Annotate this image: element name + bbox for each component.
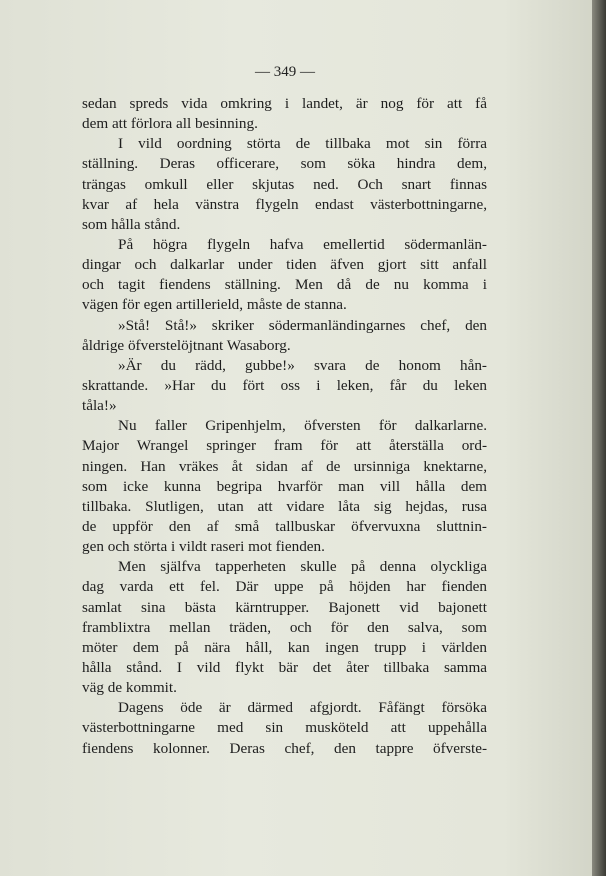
- text-line: vägen för egen artillerield, måste de stanna.: [82, 296, 347, 314]
- text-line: väg de kommit.: [82, 679, 177, 697]
- text-line: Nu faller Gripenhjelm, öfversten för dalkarlarne.: [118, 417, 487, 435]
- text-line: dem att förlora all besinning.: [82, 115, 258, 133]
- body-text: [82, 94, 487, 759]
- text-line: Dagens öde är därmed afgjordt. Fåfängt försöka: [118, 699, 487, 717]
- text-line: tillbaka. Slutligen, utan att vidare låta sig hejdas, rusa: [82, 497, 487, 515]
- text-line: Men själfva tapperheten skulle på denna olyckliga: [118, 558, 487, 576]
- text-line: ningen. Han vräkes åt sidan af de ursinniga knektarne,: [82, 457, 487, 475]
- text-line: möter dem på nära håll, kan ingen trupp i världen: [82, 638, 487, 656]
- text-line: sedan spreds vida omkring i landet, är nog för att få: [82, 95, 487, 112]
- text-line: samlat sina bästa kärntrupper. Bajonett vid bajonett: [82, 598, 487, 616]
- text-line: dingar och dalkarlar under tiden äfven gjort sitt anfall: [82, 256, 487, 274]
- text-line: »Stå! Stå!» skriker södermanländingarnes chef, den: [118, 316, 487, 334]
- text-line: skrattande. »Har du fört oss i leken, får du leken: [82, 376, 487, 394]
- page-edge: [592, 0, 606, 876]
- text-line: trängas omkull eller skjutas ned. Och snart finnas: [82, 175, 487, 193]
- text-line: tåla!»: [82, 397, 117, 415]
- text-line: I vild oordning störta de tillbaka mot sin förra: [118, 135, 487, 153]
- text-line: kvar af hela vänstra flygeln endast västerbottningarne,: [82, 195, 487, 213]
- text-line: som hålla stånd.: [82, 215, 181, 233]
- text-line: åldrige öfverstelöjtnant Wasaborg.: [82, 336, 291, 354]
- text-line: och tagit fiendens ställning. Men då de nu komma i: [82, 276, 487, 294]
- text-line: På högra flygeln hafva emellertid södermanlän-: [118, 235, 487, 253]
- text-line: som icke kunna begripa hvarför man vill hålla dem: [82, 477, 487, 495]
- text-line: hålla stånd. I vild flykt bär det åter tillbaka samma: [82, 658, 487, 676]
- text-line: dag varda ett fel. Där uppe på höjden har fienden: [82, 578, 487, 596]
- text-line: gen och störta i vildt raseri mot fienden.: [82, 538, 325, 556]
- text-line: ställning. Deras officerare, som söka hindra dem,: [82, 155, 487, 173]
- text-line: framblixtra mellan träden, och för den salva, som: [82, 618, 487, 636]
- text-line: Major Wrangel springer fram för att återställa ord-: [82, 437, 487, 455]
- text-line: »Är du rädd, gubbe!» svara de honom hån-: [118, 356, 487, 374]
- text-line: fiendens kolonner. Deras chef, den tappre öfverste-: [82, 739, 487, 757]
- text-line: västerbottningarne med sin musköteld att uppehålla: [82, 719, 487, 737]
- page-number: — 349 —: [255, 64, 315, 80]
- text-line: de uppför den af små tallbuskar öfvervuxna sluttnin-: [82, 517, 487, 535]
